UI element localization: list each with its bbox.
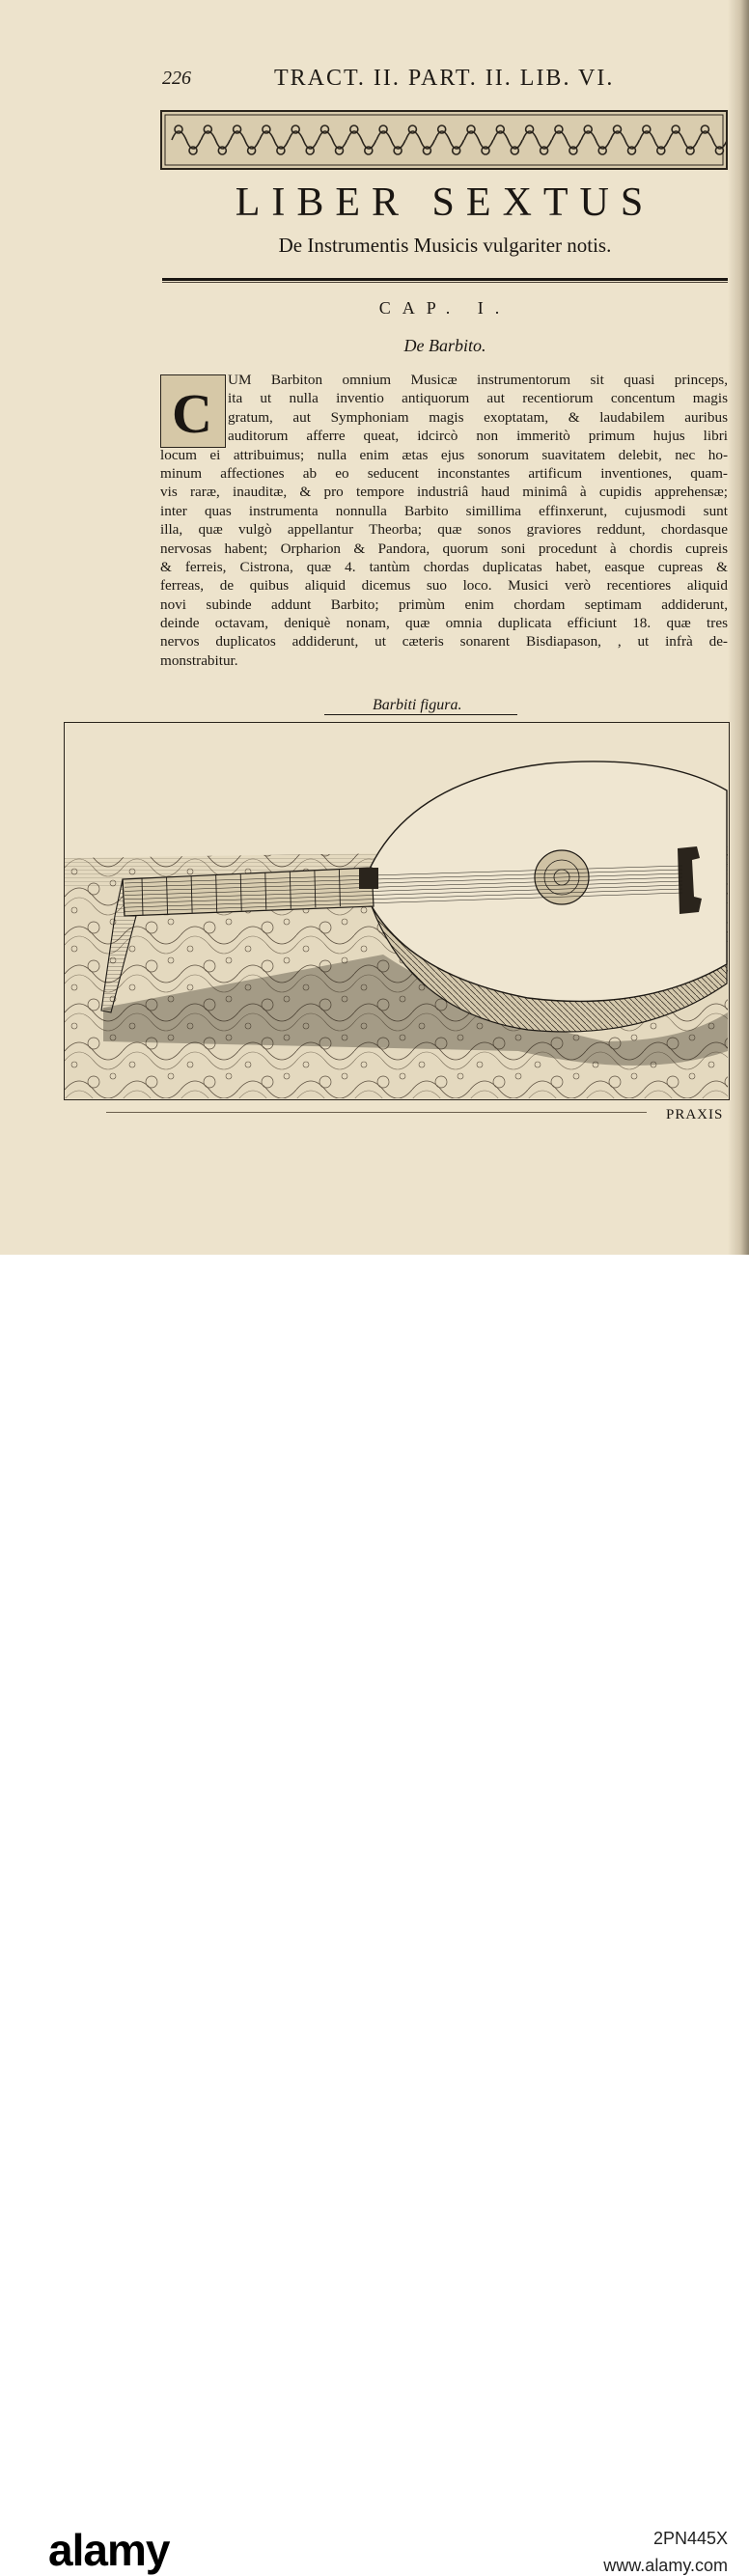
body-line: deinde octavam, deniquè nonam, quæ omnia duplicata efficiunt 18. quæ tres: [160, 615, 728, 632]
stock-footer: [0, 1255, 749, 2575]
title-rule: [162, 278, 728, 281]
body-line: minum affectiones ab eo seducent inconstantes artificum inventiones, quam-: [160, 464, 728, 482]
scroll-motif: [231, 131, 260, 149]
scroll-motif: [319, 131, 347, 149]
body-line: & ferreis, Cistrona, quæ 4. tantùm chordas duplicatas habet, easque cupreas &: [160, 558, 728, 575]
body-line: novi subinde addunt Barbito; primùm enim chordam septimam addiderunt,: [160, 596, 728, 613]
caption-rule: [324, 714, 517, 715]
lute-engraving: [64, 722, 730, 1100]
scroll-motif: [172, 131, 201, 149]
scroll-motif: [640, 131, 669, 149]
headpiece-scrollwork: [162, 112, 726, 168]
body-line: ferreas, de quibus aliquid dicemus suo loco. Musici verò recentiores aliquid: [160, 577, 728, 595]
chapter-title: De Barbito.: [403, 336, 486, 355]
running-title: TRACT. II. PART. II. LIB. VI.: [274, 66, 615, 91]
scroll-motif: [289, 131, 318, 149]
body-line: inter quas instrumenta nonnulla Barbito simillima effinxerunt, cujusmodi sunt: [160, 502, 728, 519]
book-page: [0, 0, 749, 1255]
body-line: illa, quæ vulgò appellantur Theorba; quæ sonos graviores reddunt, chordasque: [160, 521, 728, 539]
scroll-motif: [376, 131, 405, 149]
body-line: UM Barbiton omnium Musicæ instrumentorum sit quasi princeps,: [228, 372, 728, 388]
scroll-motif: [201, 131, 230, 149]
lute-illustration: [65, 723, 728, 1098]
scroll-motif: [405, 131, 434, 149]
scroll-motif: [698, 131, 726, 149]
body-line: monstrabitur.: [160, 651, 238, 669]
scroll-motif: [581, 131, 610, 149]
book-subtitle: De Instrumentis Musicis vulgariter notis.: [278, 234, 612, 257]
body-line: nervosas habent; Orpharion & Pandora, quorum soni procedunt à chordis cupreis: [160, 540, 728, 557]
scroll-motif: [435, 131, 464, 149]
scroll-motif: [523, 131, 552, 149]
body-line: locum ei attribuimus; nulla enim ætas ejus sonorum suavitatem delebit, nec ho-: [160, 446, 728, 463]
scroll-motif: [669, 131, 698, 149]
lute-nut-joint: [359, 868, 378, 889]
page-number: 226: [162, 68, 191, 89]
body-text: [160, 371, 728, 670]
scroll-motif: [260, 131, 289, 149]
body-line: gratum, aut Symphoniam magis exoptatam, & laudabilem auribus: [228, 408, 728, 426]
body-line: vis raræ, inauditæ, & pro tempore industriâ haud minimâ à cupidis apprehensæ;: [160, 484, 728, 501]
ornamental-headpiece: [160, 110, 728, 170]
running-head: [162, 66, 732, 95]
initial-letter: C: [172, 382, 212, 445]
page-edge-shadow: [728, 0, 749, 1255]
image-id: 2PN445X: [652, 2529, 728, 2548]
scroll-motif: [464, 131, 493, 149]
alamy-logo: alamy: [48, 2525, 170, 2575]
scroll-motif: [611, 131, 640, 149]
chapter-number: CAP. I.: [378, 298, 512, 318]
body-line: nervos duplicatos addiderunt, ut cæteris sonarent Bisdiapason, , ut infrà de-: [160, 633, 728, 651]
scroll-motif: [552, 131, 581, 149]
figure-caption: Barbiti figura.: [373, 697, 462, 713]
scroll-motif: [493, 131, 522, 149]
book-title: LIBER SEXTUS: [235, 180, 655, 225]
scroll-motif: [347, 131, 376, 149]
title-rule-thin: [162, 282, 728, 283]
body-line: auditorum afferre queat, idcircò non immeritò primum hujus libri: [228, 428, 728, 445]
bottom-rule: [106, 1112, 647, 1113]
body-line: ita ut nulla inventio antiquorum aut recentiorum concentum magis: [228, 390, 728, 407]
site-url: www.alamy.com: [603, 2556, 728, 2575]
catchword: PRAXIS: [666, 1107, 724, 1122]
